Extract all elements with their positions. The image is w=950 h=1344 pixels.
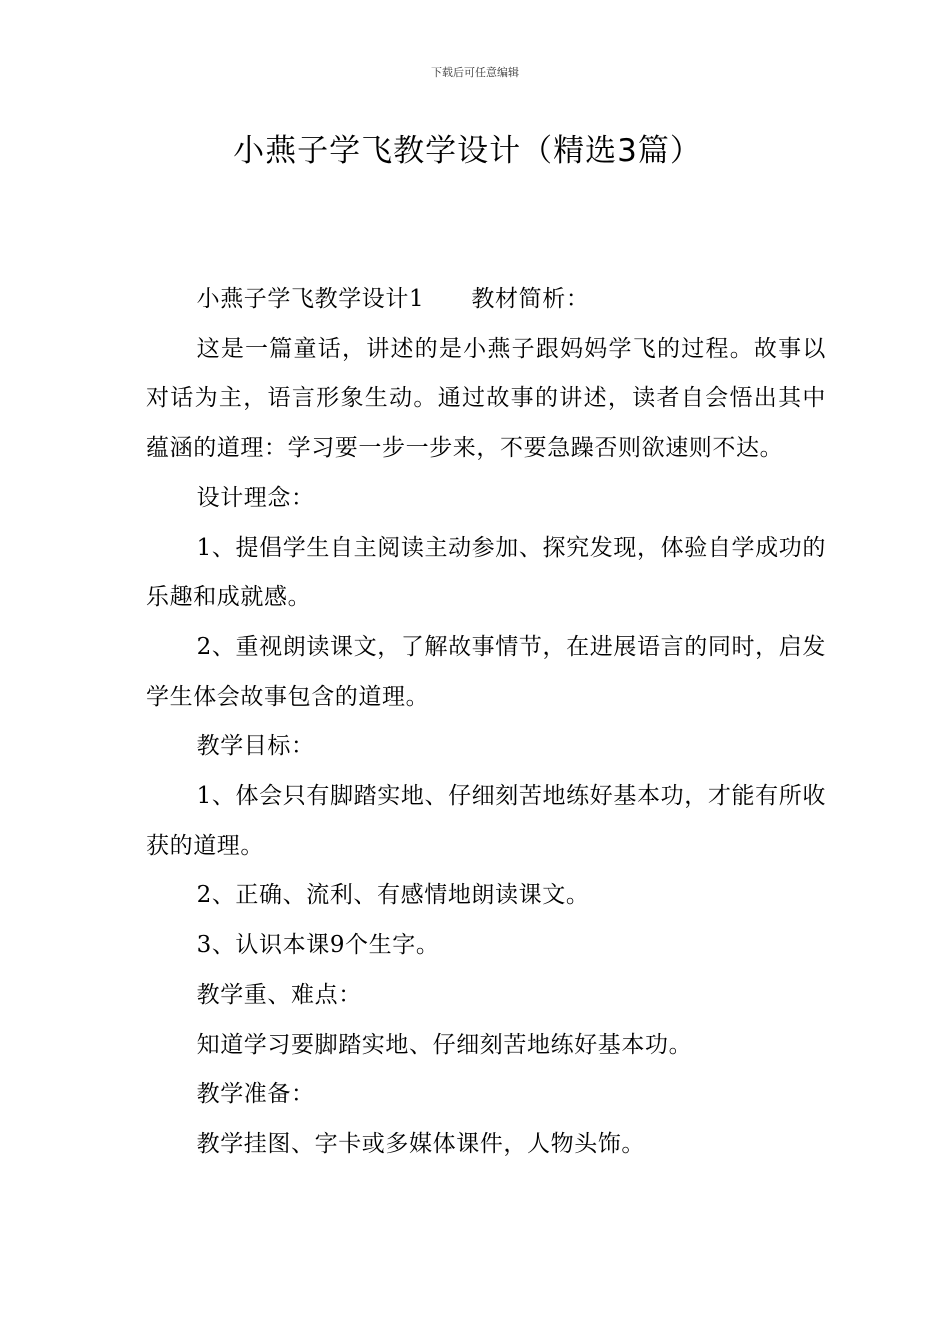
paragraph-goal-1: 1、体会只有脚踏实地、仔细刻苦地练好基本功，才能有所收获的道理。 [146,783,826,859]
paragraph-key-points: 知道学习要脚踏实地、仔细刻苦地练好基本功。 [196,1031,693,1058]
paragraph-concept-1: 1、提倡学生自主阅读主动参加、探究发现，体验自学成功的乐趣和成就感。 [146,534,826,611]
paragraph-key-points-heading: 教学重、难点： [196,981,362,1008]
header-note: 下载后可任意编辑 [431,66,519,79]
paragraph-design-concept-heading: 设计理念： [196,484,315,511]
paragraph-section-heading: 小燕子学飞教学设计1 教材简析： [196,286,590,312]
paragraph-concept-2: 2、重视朗读课文，了解故事情节，在进展语言的同时，启发学生体会故事包含的道理。 [146,633,826,710]
paragraph-goals-heading: 教学目标： [196,733,315,760]
paragraph-preparation-heading: 教学准备： [196,1081,315,1108]
document-title: 小燕子学飞教学设计（精选3篇） [233,133,702,169]
paragraph-goal-3: 3、认识本课9个生字。 [196,932,440,959]
paragraph-material-analysis: 这是一篇童话，讲述的是小燕子跟妈妈学飞的过程。故事以对话为主，语言形象生动。通过故事的讲述，读者自会悟出其中蕴涵的道理：学习要一步一步来，不要急躁否则欲速则不达。 [146,335,826,462]
paragraph-preparation: 教学挂图、字卡或多媒体课件，人物头饰。 [196,1130,645,1157]
document-body [146,275,826,1170]
paragraph-goal-2: 2、正确、流利、有感情地朗读课文。 [196,882,590,909]
